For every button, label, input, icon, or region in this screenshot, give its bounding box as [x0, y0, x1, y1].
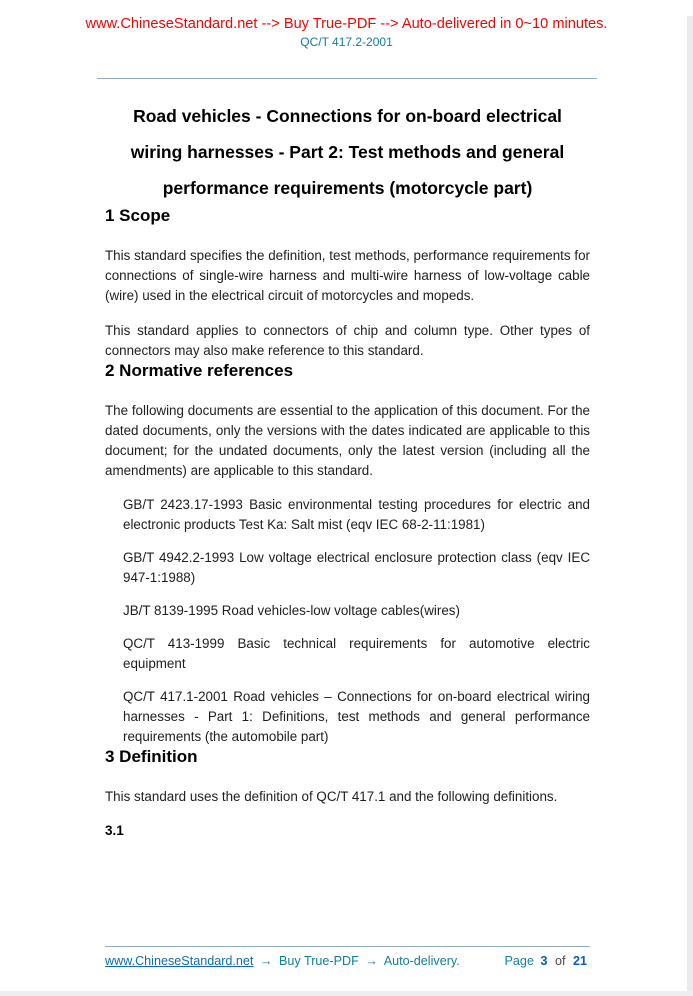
footer-promo	[105, 954, 460, 968]
reference-item: GB/T 4942.2-1993 Low voltage electrical enclosure protection class (eqv IEC 947-1:1988)	[123, 550, 590, 585]
page-edge-right	[687, 16, 693, 996]
document-title-line-3: performance requirements (motorcycle part)	[162, 178, 533, 198]
promo-banner-text[interactable]: www.ChineseStandard.net --> Buy True-PDF --> Auto-delivered in 0~10 minutes.	[85, 16, 608, 32]
document-title	[105, 98, 590, 206]
page-indicator	[505, 954, 590, 968]
definition-paragraph: This standard uses the definition of QC/T 417.1 and the following definitions.	[105, 789, 558, 804]
page-footer	[105, 946, 590, 968]
section-heading-scope: 1 Scope	[105, 206, 171, 225]
arrow-icon: →	[259, 954, 273, 968]
page-edge-bottom	[0, 991, 693, 996]
document-title-line-1: Road vehicles - Connections for on-board electrical	[133, 106, 562, 126]
page-label: Page	[504, 954, 534, 968]
of-label: of	[554, 954, 566, 968]
footer-divider	[105, 946, 590, 947]
arrow-icon: →	[365, 954, 378, 968]
scope-paragraph-2: This standard applies to connectors of chip and column type. Other types of connectors may also make reference to this standard.	[105, 323, 590, 358]
current-page-number: 3	[540, 954, 548, 968]
reference-item: GB/T 2423.17-1993 Basic environmental testing procedures for electric and electronic products Test Ka: Salt mist (eqv IEC 68-2-11:1981)	[123, 497, 590, 532]
document-title-line-2: wiring harnesses - Part 2: Test methods and general	[130, 142, 565, 162]
footer-delivery-label: Auto-delivery.	[383, 954, 460, 968]
standard-number: QC/T 417.2-2001	[300, 35, 393, 49]
document-page	[0, 16, 693, 996]
reference-item: QC/T 417.1-2001 Road vehicles – Connections for on-board electrical wiring harnesses - Part 1: Definitions, test methods and general performance requirements (the automobile part)	[123, 689, 590, 744]
scope-paragraph-1: This standard specifies the definition, test methods, performance requirements for connections of single-wire harness and multi-wire harness of low-voltage cable (wire) used in the electrical circuit of motorcycles and mopeds.	[105, 248, 590, 303]
normative-intro-paragraph: The following documents are essential to the application of this document. For the dated documents, only the versions with the dates indicated are applicable to this document; for the undated documents, only the latest version (including all the amendments) are applicable to this standard.	[105, 403, 590, 478]
reference-item: QC/T 413-1999 Basic technical requirements for automotive electric equipment	[123, 636, 590, 671]
reference-item: JB/T 8139-1995 Road vehicles-low voltage cables(wires)	[123, 603, 460, 618]
page-content	[105, 16, 590, 838]
total-page-number: 21	[572, 954, 587, 968]
footer-buy-label: Buy True-PDF	[279, 954, 359, 968]
footer-site-link[interactable]: www.ChineseStandard.net	[105, 954, 254, 968]
subclause-number: 3.1	[105, 823, 124, 838]
section-heading-normative-references: 2 Normative references	[105, 361, 294, 380]
section-heading-definition: 3 Definition	[105, 747, 198, 766]
